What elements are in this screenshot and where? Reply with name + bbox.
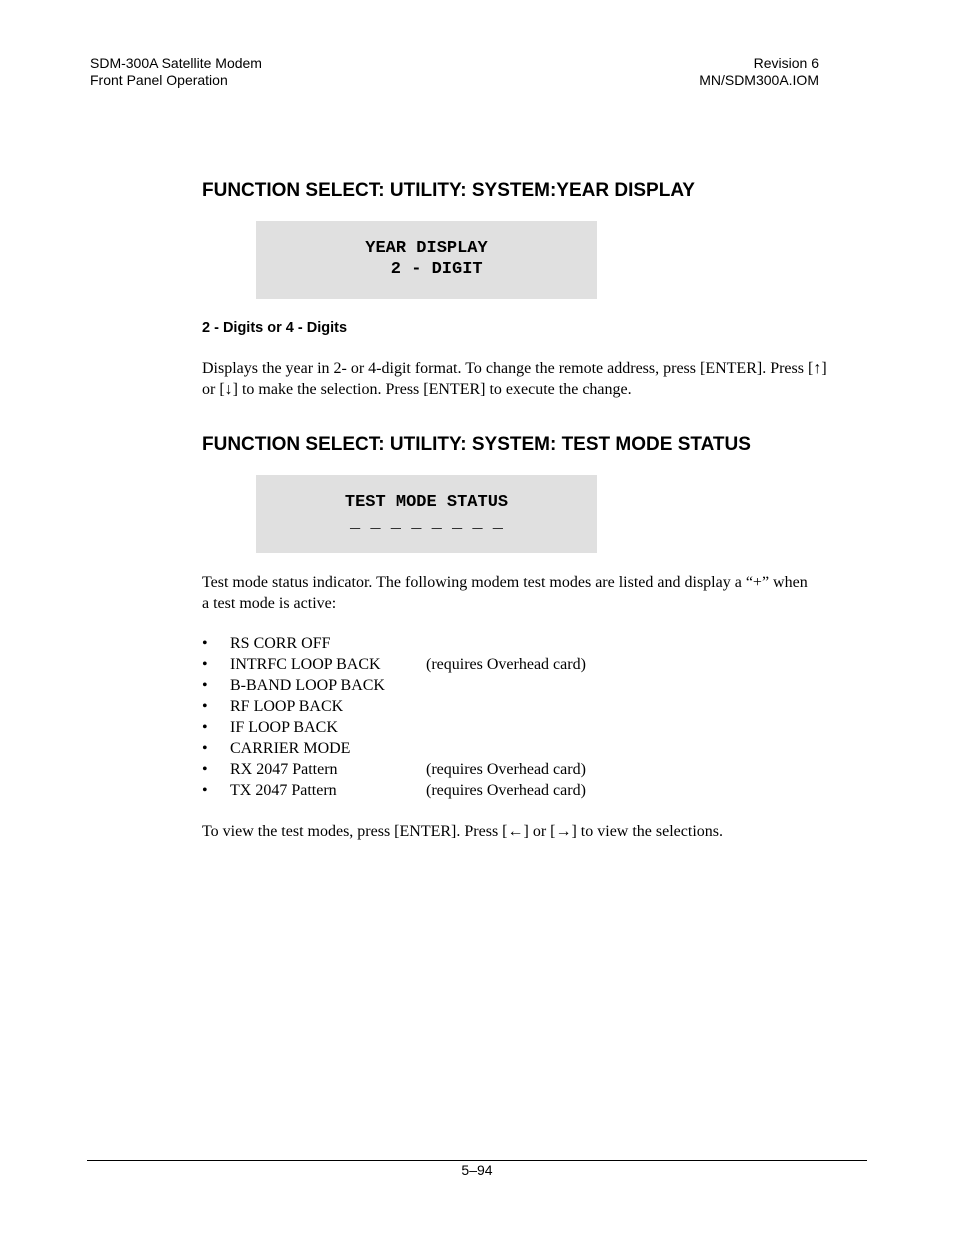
description-line-1: Displays the year in 2- or 4-digit format. To change the remote address, press [ENTER]. Press [↑]: [202, 360, 827, 377]
lcd-line-2: _ _ _ _ _ _ _ _: [349, 514, 504, 533]
description-line-2: or [↓] to make the selection. Press [ENTER] to execute the change.: [202, 381, 632, 398]
lcd-display-year: [256, 221, 597, 299]
list-item: [202, 759, 862, 780]
bullet-icon: •: [202, 719, 208, 736]
list-item: [202, 780, 862, 801]
document-title: SDM-300A Satellite Modem: [90, 55, 262, 71]
lcd-line-2: 2 - DIGIT: [370, 260, 483, 279]
list-item: [202, 738, 862, 759]
description-line-1: Test mode status indicator. The following modem test modes are listed and display a “+” when: [202, 574, 808, 591]
list-item: [202, 717, 862, 738]
page-number: 5–94: [461, 1162, 493, 1178]
chapter-title: Front Panel Operation: [90, 72, 228, 88]
section-title-test-mode-status: FUNCTION SELECT: UTILITY: SYSTEM: TEST MODE STATUS: [202, 434, 751, 455]
test-mode-name: IF LOOP BACK: [230, 719, 338, 736]
list-item: [202, 675, 862, 696]
test-mode-description: [202, 572, 862, 614]
test-mode-note: (requires Overhead card): [426, 656, 586, 673]
page-header-left: [90, 55, 262, 89]
lcd-line-1: YEAR DISPLAY: [365, 239, 488, 258]
bullet-icon: •: [202, 656, 208, 673]
test-mode-name: CARRIER MODE: [230, 740, 351, 757]
section-title-year-display: FUNCTION SELECT: UTILITY: SYSTEM:YEAR DISPLAY: [202, 180, 695, 201]
test-mode-name: TX 2047 Pattern: [230, 782, 337, 799]
bullet-icon: •: [202, 635, 208, 652]
closing-instruction: To view the test modes, press [ENTER]. Press [←] or [→] to view the selections.: [202, 823, 723, 840]
bullet-icon: •: [202, 782, 208, 799]
revision-label: Revision 6: [753, 55, 819, 71]
test-mode-name: RS CORR OFF: [230, 635, 331, 652]
test-mode-note: (requires Overhead card): [426, 761, 586, 778]
test-mode-note: (requires Overhead card): [426, 782, 586, 799]
bullet-icon: •: [202, 761, 208, 778]
test-mode-name: B-BAND LOOP BACK: [230, 677, 385, 694]
bullet-icon: •: [202, 740, 208, 757]
options-subhead: 2 - Digits or 4 - Digits: [202, 320, 348, 336]
lcd-display-test-mode: [256, 475, 597, 553]
test-mode-name: RX 2047 Pattern: [230, 761, 338, 778]
bullet-icon: •: [202, 677, 208, 694]
test-mode-list: [202, 633, 862, 801]
test-mode-name: RF LOOP BACK: [230, 698, 344, 715]
footer-divider: [87, 1160, 867, 1161]
lcd-line-1: TEST MODE STATUS: [344, 493, 509, 512]
page-header-right: [699, 55, 819, 89]
list-item: [202, 696, 862, 717]
list-item: [202, 654, 862, 675]
description-line-2: a test mode is active:: [202, 595, 337, 612]
document-number: MN/SDM300A.IOM: [699, 72, 819, 88]
bullet-icon: •: [202, 698, 208, 715]
list-item: [202, 633, 862, 654]
year-display-description: [202, 358, 862, 400]
test-mode-name: INTRFC LOOP BACK: [230, 656, 381, 673]
